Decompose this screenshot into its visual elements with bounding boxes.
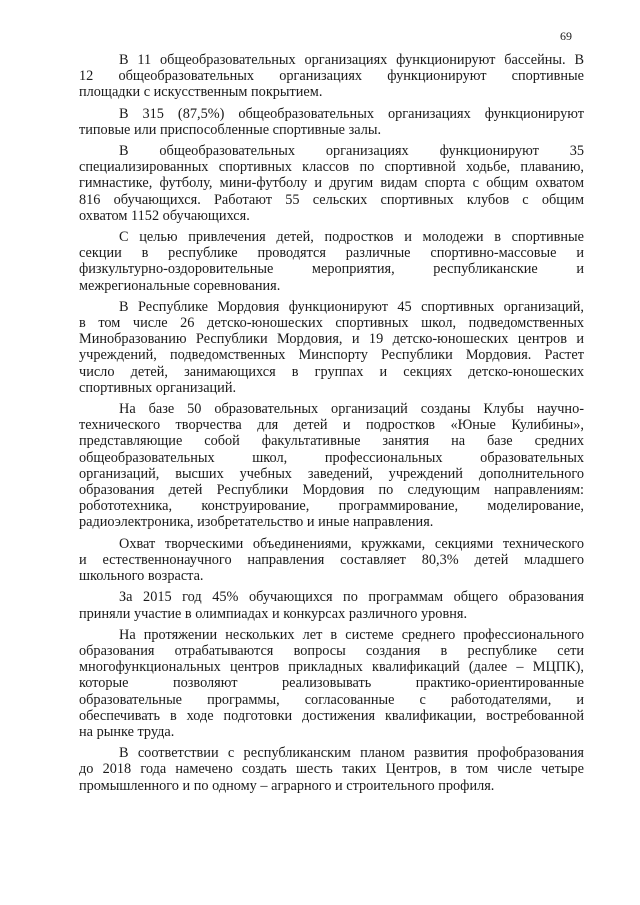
text-line: В 315 (87,5%) общеобразовательных организациях функционируют	[119, 105, 584, 122]
paragraph	[79, 745, 584, 794]
text-line: которые позволяют реализовывать практико-ориентированные	[79, 675, 584, 692]
text-line: до 2018 года намечено создать шесть таких Центров, в том числе четыре	[79, 761, 584, 778]
text-line: В общеобразовательных организациях функционируют 35	[119, 143, 584, 160]
text-line: спортивных организаций.	[79, 379, 237, 396]
text-line: и естественнонаучного направления составляет 80,3% детей младшего	[79, 551, 584, 568]
text-line: В Республике Мордовия функционируют 45 спортивных организаций,	[119, 298, 584, 315]
text-line: радиоэлектроника, изобретательство и иные направления.	[79, 514, 434, 531]
paragraph	[79, 143, 584, 224]
paragraph	[79, 536, 584, 585]
text-line: учреждений, подведомственных Минспорту Республики Мордовия. Растет	[79, 347, 584, 364]
text-line: робототехника, конструирование, программирование, моделирование,	[79, 498, 584, 515]
paragraph	[79, 52, 584, 101]
text-line: В 11 общеобразовательных организациях функционируют бассейны. В	[119, 52, 584, 68]
text-line: образования отрабатываются вопросы создания в республике сети	[79, 642, 584, 659]
paragraph	[79, 229, 584, 294]
text-line: представляющие собой факультативные занятия на базе средних	[79, 433, 584, 450]
paragraph	[79, 627, 584, 740]
text-line: общеобразовательных школ, профессиональных образовательных	[79, 449, 584, 466]
text-line: Охват творческими объединениями, кружками, секциями технического	[119, 535, 584, 552]
paragraph	[79, 106, 584, 138]
paragraph	[79, 589, 584, 621]
text-line: За 2015 год 45% обучающихся по программам общего образования	[119, 589, 584, 606]
text-line: С целью привлечения детей, подростков и молодежи в спортивные	[119, 229, 584, 246]
text-line: В соответствии с республиканским планом развития профобразования	[119, 745, 584, 762]
text-line: межрегиональные соревнования.	[79, 277, 281, 294]
text-line: обеспечивать в ходе подготовки достижения квалификации, востребованной	[79, 707, 584, 724]
text-line: охватом 1152 обучающихся.	[79, 207, 250, 224]
text-line: гимнастике, футболу, мини-футболу и другим видам спорта с общим охватом	[79, 175, 584, 192]
text-line: образования детей Республики Мордовия по следующим направлениям:	[79, 482, 584, 499]
text-line: площадки с искусственным покрытием.	[79, 84, 323, 101]
text-line: физкультурно-оздоровительные мероприятия, республиканские и	[79, 261, 584, 278]
text-line: промышленного и по одному – аграрного и строительного профиля.	[79, 777, 495, 794]
text-line: На базе 50 образовательных организаций созданы Клубы научно-	[119, 401, 584, 418]
document-body	[79, 52, 584, 799]
text-line: число детей, занимающихся в группах и секциях детско-юношеских	[79, 363, 584, 380]
text-line: специализированных спортивных классов по спортивной ходьбе, плаванию,	[79, 159, 584, 176]
text-line: секции в республике проводятся различные спортивно-массовые и	[79, 245, 584, 262]
text-line: многофункциональных центров прикладных квалификаций (далее – МЦПК),	[79, 659, 584, 676]
text-line: 816 обучающихся. Работают 55 сельских спортивных клубов с общим	[79, 191, 584, 208]
text-line: на рынке труда.	[79, 723, 175, 740]
text-line: 12 общеобразовательных организациях функционируют спортивные	[79, 68, 584, 85]
text-line: образовательные программы, согласованные с работодателями, и	[79, 691, 584, 708]
text-line: типовые или приспособленные спортивные залы.	[79, 121, 382, 138]
text-line: технического творчества для детей и подростков «Юные Кулибины»,	[79, 417, 584, 434]
text-line: Минобразованию Республики Мордовия, и 19 детско-юношеских центров и	[79, 331, 584, 348]
text-line: приняли участие в олимпиадах и конкурсах различного уровня.	[79, 605, 468, 622]
text-line: организаций, высших учебных заведений, учреждений дополнительного	[79, 465, 584, 482]
paragraph	[79, 299, 584, 396]
page-number: 69	[560, 29, 572, 43]
text-line: в том числе 26 детско-юношеских спортивных школ, подведомственных	[79, 315, 584, 332]
text-line: На протяжении нескольких лет в системе среднего профессионального	[119, 626, 584, 643]
text-line: школьного возраста.	[79, 568, 204, 585]
paragraph	[79, 401, 584, 531]
